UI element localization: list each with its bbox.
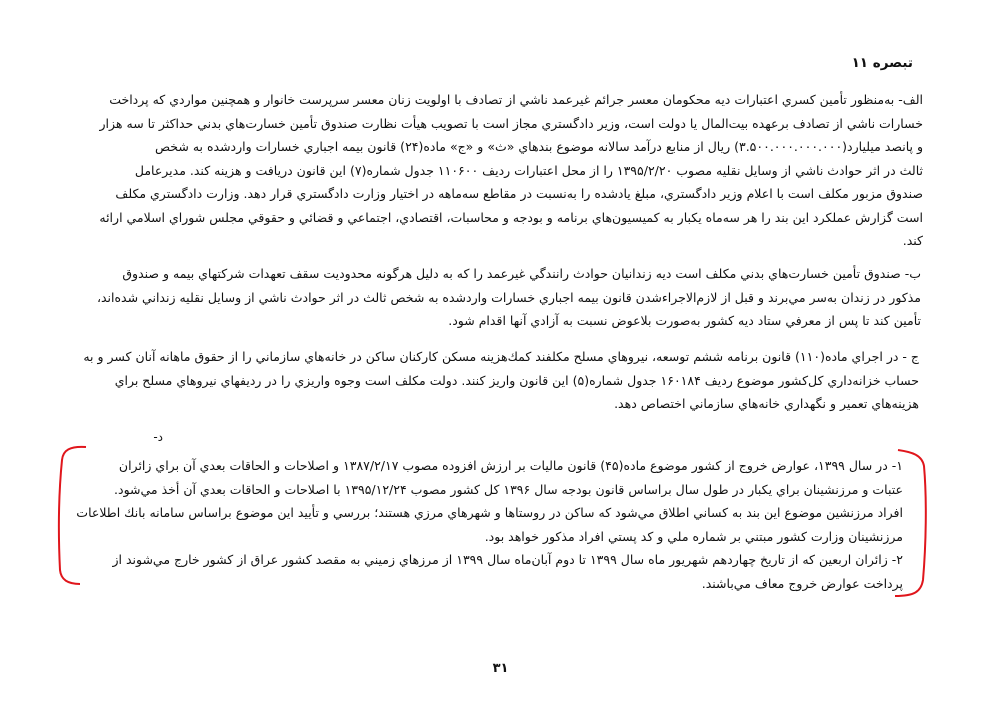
page-number: ۳۱	[492, 661, 509, 676]
text-line: افراد مرزنشين موضوع اين بند به كساني اطلاق مي‌شود كه ساكن در روستاها و شهرهاي مرزي هستند؛ بررسي و تأييد اين موضوع براساس سامانه بانك اطلاعات	[76, 505, 903, 520]
text-line: ب- صندوق تأمين خسارت‌هاي بدني مكلف است ديه زندانيان حوادث رانندگي غيرعمد را كه به دليل هرگونه محدوديت سقف تعهدات شركتهاي بيمه و صندوق	[122, 266, 921, 281]
text-line: تأمين كند تا پس از معرفي ستاد ديه كشور به‌صورت بلاعوض نسبت به آزادي آنها اقدام شود.	[448, 313, 921, 328]
text-line: عتبات و مرزنشينان براي يكبار در طول سال براساس قانون بودجه سال ۱۳۹۶ كل كشور مصوب ۱۳۹۵/۱۲/۲۴ با اصلاحات و الحاقات بعدي آن أخذ مي‌شود.	[114, 481, 903, 497]
text-line: پرداخت عوارض خروج معاف مي‌باشند.	[701, 575, 903, 591]
text-line: ۲- زائران اربعين كه از تاريخ چهاردهم شهريور ماه سال ۱۳۹۹ تا دوم آبان‌ماه سال ۱۳۹۹ از مرزهاي زميني به مقصد كشور عراق از كشور خارج مي‌شوند از	[112, 552, 903, 567]
text-line: صندوق مزبور مكلف است با اعلام وزير دادگستري، مبلغ يادشده را به‌نسبت در مقاطع سه‌ماهه در اختيار وزارت دادگستري قرار دهد. وزارت دادگستري مكلف	[115, 186, 923, 201]
text-line: كند.	[902, 233, 923, 248]
text-line: ثالث در اثر حوادث ناشي از وسايل نقليه مصوب ۱۳۹۵/۲/۲۰ را از محل اعتبارات رديف ۱۱۰۶۰۰ جدول شماره(۷) اين قانون دريافت و هزينه كند. مديرعامل	[134, 162, 923, 178]
text-line: است گزارش عملكرد اين بند را هر سه‌ماه يكبار به كميسيون‌هاي برنامه و بودجه و محاسبات، اقتصادي، اجتماعي و قضائي و حقوقي مجلس شوراي اسلامي ارائه	[99, 209, 923, 225]
text-line: هزينه‌هاي تعمير و نگهداري خانه‌هاي سازماني اختصاص دهد.	[614, 396, 919, 411]
text-line: خسارات ناشي از تصادف برعهده بيت‌المال يا دولت است، وزير دادگستري مجاز است با تصويب هيأت نظارت صندوق تأمين خسارت‌هاي بدني حداكثر تا سه هزار	[99, 115, 923, 131]
text-line: ۱- در سال ۱۳۹۹، عوارض خروج از كشور موضوع ماده(۴۵) قانون ماليات بر ارزش افزوده مصوب ۱۳۸۷/۲/۱۷ و اصلاحات و الحاقات بعدي آن براي زائران	[118, 458, 903, 473]
paragraph-dal-label: د-	[153, 430, 163, 444]
section-title: تبصره ۱۱	[851, 55, 913, 71]
text-line: مذكور در زندان به‌سر مي‌برند و قبل از لازم‌الاجراءشدن قانون بيمه اجباري خسارات واردشده به شخص ثالث در اثر حوادث ناشي از وسايل نقليه زنداني شده‌اند،	[96, 289, 921, 305]
text-line: و پانصد ميليارد(۳.۵۰۰.۰۰۰.۰۰۰.۰۰۰) ريال از منابع درآمد سالانه موضوع بندهاي «ث» و «ج» ماده(۲۴) قانون بيمه اجباري خسارات واردشده به شخص	[154, 139, 923, 154]
text-line: حساب خزانه‌داري كل‌كشور موضوع رديف ۱۶۰۱۸۴ جدول شماره(۵) اين قانون واريز كنند. دولت مكلف است وجوه واريزي را در رديفهاي نيروهاي مسلح براي	[114, 372, 919, 388]
text-line: مرزنشينان وزارت كشور مبتني بر شماره ملي و كد پستي افراد مذكور خواهد بود.	[484, 528, 903, 544]
text-line: ج - در اجراي ماده(۱۱۰) قانون برنامه ششم توسعه، نيروهاي مسلح مكلفند كمك‌هزينه مسكن كاركنان ساكن در خانه‌هاي سازماني را از حقوق ماهانه آنان كسر و به	[83, 349, 919, 364]
text-line: الف- به‌منظور تأمين كسري اعتبارات ديه محكومان معسر جرائم غيرعمد ناشي از تصادف با اولويت زنان معسر سرپرست خانوار و همچنين مواردي كه پرداخت	[109, 92, 923, 107]
